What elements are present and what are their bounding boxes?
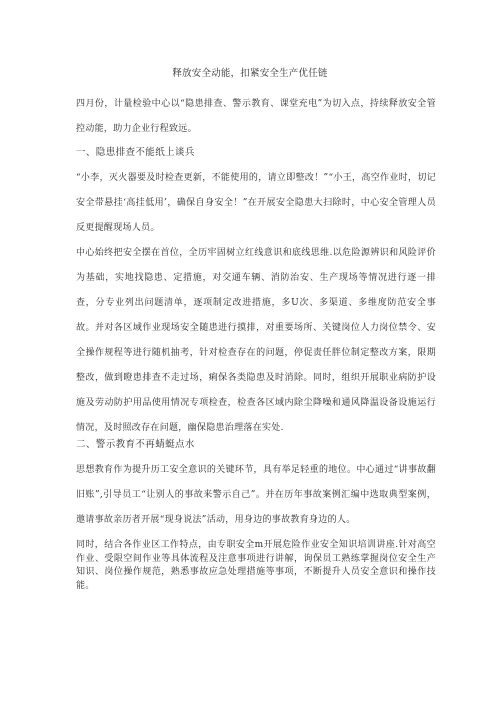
paragraph-section2-body: 思想教育作为提升历工安全意识的关键环节，具有举足轻重的地位。中心通过“讲事故翻旧账”,引导员工“让别人的事故来警示自己”。并在历年事故案例汇编中选取典型案例，邀请事故亲历者开展“现身说法”活动，用身边的事故教育身边的人。: [76, 465, 436, 525]
paragraph-section1-body: 中心始终把安全摆在首位，全历牢固树立红线意识和底线思维.以危险源辨识和风险评价为基础，实地找隐患、定措施，对交通车辆、消防治安、生产现场等情况进行逐一排查，分专业列出问题清单，逐项制定改进措施，多U次、多渠道、多维度防范安全事故。并对各区域作业现场安全随患进行摸排，对重要场所、关键岗位人力岗位禁令、安全操作规程等进行随机抽考，针对检查存在的问题，停促责任胖位制定整改方案，限期整改，做到瞪患排查不走过场，痢保各类隐患及时消除。同时，组织开展职业病防护设施及劳动防护用品使用情况专项检查，检查各区域内除尘降噪和通风降温设备设施运行情况，及时照改存在问题，幽保隐患治理落在实处.: [76, 248, 436, 433]
document-title: 释放安全动能，扣紧安全生产优任链: [172, 68, 328, 79]
paragraph-section2-training: 同时，结合各作业区工作特点，由专职安全m开展危险作业安全知识培训讲座.针对高空作业、受限空间作业等具体流程及注意事项进行讲解，询保员工熟练掌握岗位安全生产知识、岗位操作规范，熟悉事故应急处理措施等事项，不断提升人员安全意识和操作技能。: [76, 540, 436, 591]
paragraph-intro: 四月份，计量检验中心以“隐患排查、警示教育、课堂充电”为切入点，持续释放安全管控动能，助力企业行程致远。: [76, 99, 436, 134]
paragraph-section1-quote: “小李，灭火器要及时检查更新，不能使用的，请立即整改！”“小王，高空作业时，切记安全带悬挂‘高挂低用’，确保自身安全！”在开展安全隐患大扫除时，中心安全管理人员反更提醒现场人员。: [76, 173, 436, 233]
section-heading-2: 二、警示教育不再蜻蜓点水: [76, 439, 195, 450]
section-heading-1: 一、隐患排查不能纸上谈兵: [76, 147, 195, 158]
